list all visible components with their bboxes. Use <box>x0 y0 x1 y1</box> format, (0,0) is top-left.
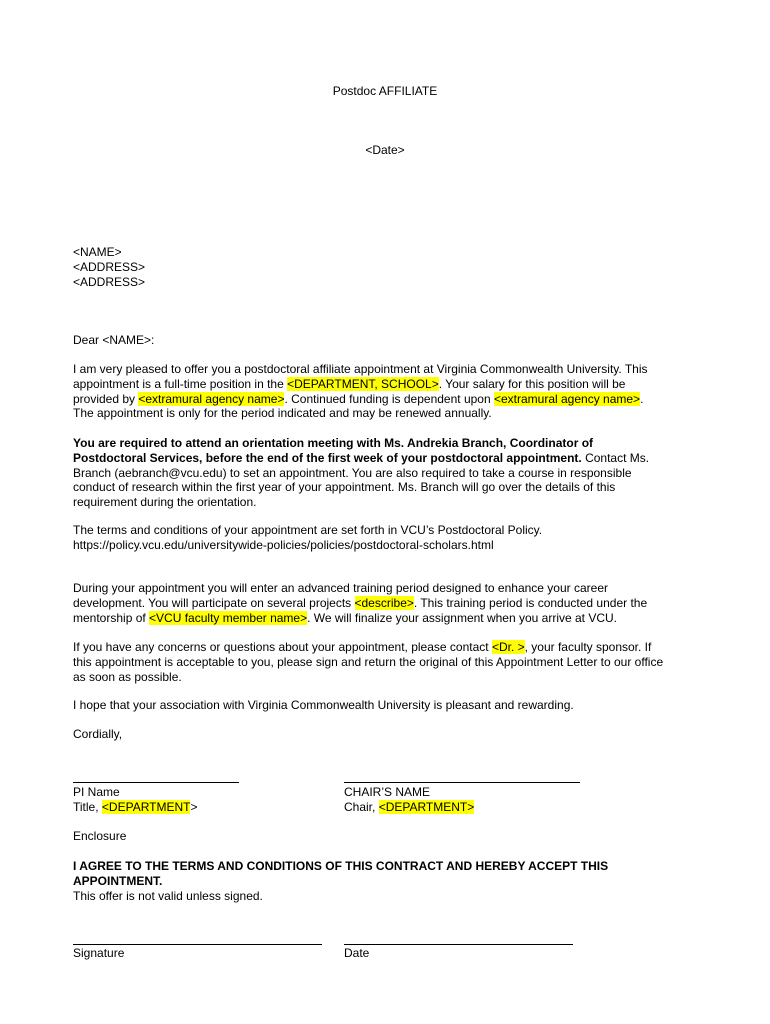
agency-name-placeholder-2: <extramural agency name> <box>493 391 641 406</box>
training-line-3 <box>73 611 647 626</box>
orientation-line-3: Branch (aebranch@vcu.edu) to set an appointment. You are also required to take a course in responsible <box>73 465 632 480</box>
department-school-placeholder: <DEPARTMENT, SCHOOL> <box>287 376 439 391</box>
date-label: Date <box>344 946 370 960</box>
text-segment: . We will finalize your assignment when you arrive at VCU. <box>307 610 618 625</box>
document-title: Postdoc AFFILIATE <box>332 84 438 98</box>
date-placeholder: <Date> <box>365 143 405 157</box>
text-segment: . <box>640 391 644 406</box>
policy-url: https://policy.vcu.edu/universitywide-policies/policies/postdoctoral-scholars.html <box>73 537 494 552</box>
pi-signature-line <box>73 782 239 783</box>
orientation-line-2 <box>73 451 649 466</box>
contact-paragraph <box>73 640 663 684</box>
text-segment: provided by <box>73 391 139 406</box>
offer-line-3 <box>73 392 648 407</box>
policy-paragraph <box>73 523 542 553</box>
text-segment: appointment is a full-time position in the <box>73 376 288 391</box>
salutation: Dear <NAME>: <box>73 333 155 347</box>
text-segment: mentorship of <box>73 610 150 625</box>
text-segment: If you have any concerns or questions about your appointment, please contact <box>73 640 492 654</box>
recipient-address-line-2: <ADDRESS> <box>73 274 146 289</box>
agreement-block <box>73 859 608 903</box>
training-line-2 <box>73 596 647 611</box>
text-segment: Chair, <box>344 799 379 814</box>
bold-segment: Postdoctoral Services, before the end of the first week of your postdoctoral appointment. <box>73 450 582 465</box>
chair-signature-line <box>344 782 580 783</box>
pi-name: PI Name <box>73 785 120 799</box>
acceptance-signature-line <box>73 944 322 945</box>
orientation-line-5: requirement during the orientation. <box>73 495 257 510</box>
offer-line-2 <box>73 377 648 392</box>
text-segment: Contact Ms. <box>581 450 650 465</box>
recipient-name: <NAME> <box>73 245 122 259</box>
recipient-address-block <box>73 245 145 289</box>
agreement-line-1: I AGREE TO THE TERMS AND CONDITIONS OF THIS CONTRACT AND HEREBY ACCEPT THIS <box>73 859 609 873</box>
text-segment: . Continued funding is dependent upon <box>284 391 494 406</box>
chair-name: CHAIR’S NAME <box>344 785 431 799</box>
orientation-paragraph <box>73 436 649 510</box>
offer-line-4: The appointment is only for the period indicated and may be renewed annually. <box>73 406 492 421</box>
training-paragraph <box>73 581 647 625</box>
policy-line-1: The terms and conditions of your appointment are set forth in VCU’s Postdoctoral Policy. <box>73 523 543 537</box>
pi-signature-block <box>73 785 198 815</box>
text-segment: development. You will participate on several projects <box>73 595 355 610</box>
offer-line-1: I am very pleased to offer you a postdoctoral affiliate appointment at Virginia Commonwealth University. This <box>73 362 648 376</box>
chair-title <box>344 800 474 815</box>
orientation-line-1: You are required to attend an orientation meeting with Ms. Andrekia Branch, Coordinator of <box>73 436 594 450</box>
offer-paragraph <box>73 362 648 421</box>
chair-signature-block <box>344 785 474 815</box>
acceptance-date-line <box>344 944 573 945</box>
recipient-address-line-1: <ADDRESS> <box>73 259 146 274</box>
pi-title <box>73 800 198 815</box>
text-segment: Title, <box>73 799 102 814</box>
text-segment: , your faculty sponsor. If <box>524 640 652 654</box>
enclosure: Enclosure <box>73 829 127 843</box>
text-segment: . Your salary for this position will be <box>438 376 626 391</box>
text-segment: > <box>190 799 198 814</box>
closing: Cordially, <box>73 727 123 741</box>
faculty-name-placeholder: <VCU faculty member name> <box>149 610 308 625</box>
closing-wish: I hope that your association with Virginia Commonwealth University is pleasant and rewarding. <box>73 698 574 712</box>
contact-line-1 <box>73 640 663 655</box>
chair-department-placeholder: <DEPARTMENT> <box>378 799 475 814</box>
contact-line-2: this appointment is acceptable to you, please sign and return the original of this Appointment Letter to our office <box>73 654 664 669</box>
training-line-1: During your appointment you will enter an advanced training period designed to enhance your career <box>73 581 609 595</box>
agreement-line-2: APPOINTMENT. <box>73 873 163 888</box>
describe-placeholder: <describe> <box>354 595 414 610</box>
validity-note: This offer is not valid unless signed. <box>73 888 263 903</box>
pi-department-placeholder: <DEPARTMENT <box>101 799 191 814</box>
signature-label: Signature <box>73 946 125 960</box>
contact-line-3: as soon as possible. <box>73 669 182 684</box>
orientation-line-4: conduct of research within the first year of your appointment. Ms. Branch will go over the details of this <box>73 480 616 495</box>
agency-name-placeholder: <extramural agency name> <box>138 391 285 406</box>
sponsor-placeholder: <Dr. > <box>491 640 525 654</box>
text-segment: . This training period is conducted under the <box>413 595 648 610</box>
